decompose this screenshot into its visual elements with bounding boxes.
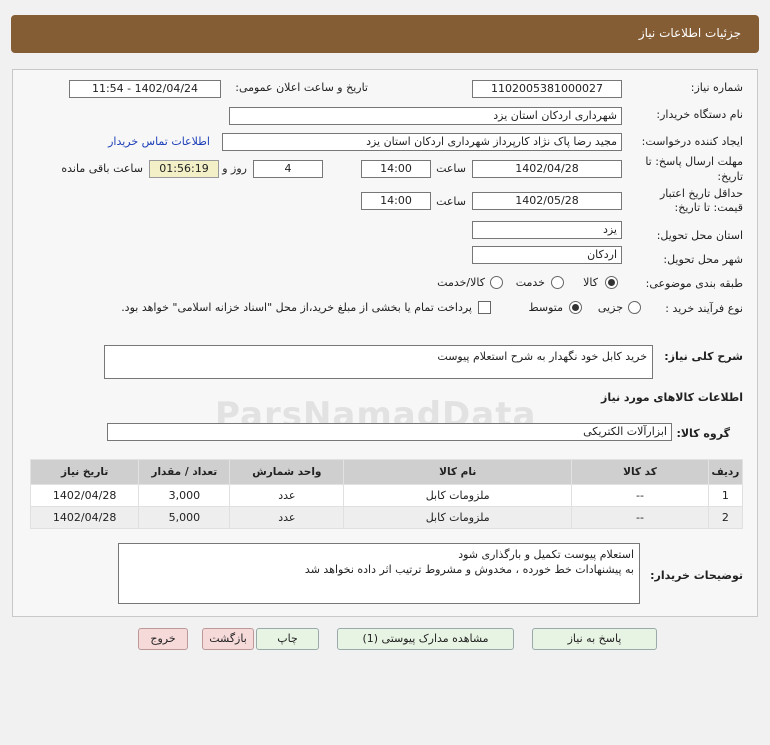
purchase-radio-minor[interactable]	[628, 301, 641, 314]
cell-unit: عدد	[230, 485, 344, 507]
buyer-notes-label: توضیحات خریدار:	[650, 569, 743, 582]
need-number-field: 1102005381000027	[472, 80, 622, 98]
days-remaining-field: 4	[253, 160, 323, 178]
page-header	[11, 15, 759, 53]
purchase-option-medium: متوسط	[528, 301, 563, 314]
goods-group-field: ابزارآلات الکتریکی	[107, 423, 672, 441]
buyer-notes-line-2: به پیشنهادات خط خورده ، مخدوش و مشروط ترتیب اثر داده نخواهد شد	[304, 563, 634, 576]
reply-time-label: ساعت	[436, 162, 466, 175]
back-button[interactable]: بازگشت	[202, 628, 254, 650]
validity-date-field: 1402/05/28	[472, 192, 622, 210]
validity-time-label: ساعت	[436, 195, 466, 208]
cell-item-name: ملزومات کابل	[344, 507, 572, 529]
col-row-number: ردیف	[708, 460, 742, 485]
reply-date-field: 1402/04/28	[472, 160, 622, 178]
creator-field: مجید رضا پاک نژاد کارپرداز شهرداری اردکان استان یزد	[222, 133, 622, 151]
page-title: جزئیات اطلاعات نیاز	[638, 26, 741, 40]
purchase-radio-medium[interactable]	[569, 301, 582, 314]
view-attachments-button[interactable]: مشاهده مدارک پیوستی (1)	[337, 628, 514, 650]
validity-time-field: 14:00	[361, 192, 431, 210]
cell-item-name: ملزومات کابل	[344, 485, 572, 507]
category-radio-service[interactable]	[551, 276, 564, 289]
reply-button[interactable]: پاسخ به نیاز	[532, 628, 657, 650]
purchase-option-minor: جزیی	[597, 301, 623, 314]
cell-need-date: 1402/04/28	[31, 485, 139, 507]
cell-item-code: --	[572, 507, 709, 529]
table-header-row	[31, 460, 743, 485]
table-row[interactable]	[31, 507, 743, 529]
reply-time-field: 14:00	[361, 160, 431, 178]
cell-quantity: 3,000	[139, 485, 230, 507]
province-field: یزد	[472, 221, 622, 239]
announce-label: تاریخ و ساعت اعلان عمومی:	[235, 81, 368, 94]
col-quantity: تعداد / مقدار	[139, 460, 230, 485]
cell-row-number: 1	[708, 485, 742, 507]
cell-quantity: 5,000	[139, 507, 230, 529]
category-radio-both[interactable]	[490, 276, 503, 289]
exit-button[interactable]: خروج	[138, 628, 188, 650]
treasury-payment-checkbox[interactable]	[478, 301, 491, 314]
city-label: شهر محل تحویل:	[663, 253, 743, 266]
col-item-name: نام کالا	[344, 460, 572, 485]
category-option-both: کالا/خدمت	[437, 276, 485, 289]
buyer-notes-line-1: استعلام پیوست تکمیل و بارگذاری شود	[458, 548, 634, 561]
days-label: روز و	[222, 162, 247, 175]
category-radio-goods[interactable]	[605, 276, 618, 289]
cell-row-number: 2	[708, 507, 742, 529]
city-field: اردکان	[472, 246, 622, 264]
validity-label: حداقل تاریخ اعتبار	[659, 187, 743, 200]
cell-need-date: 1402/04/28	[31, 507, 139, 529]
province-label: استان محل تحویل:	[656, 229, 743, 242]
need-number-label: شماره نیاز:	[690, 81, 743, 94]
details-panel	[12, 69, 758, 617]
purchase-type-label: نوع فرآیند خرید :	[665, 302, 743, 315]
col-need-date: تاریخ نیاز	[31, 460, 139, 485]
reply-deadline-label: مهلت ارسال پاسخ: تا	[645, 155, 743, 168]
category-option-goods: کالا	[583, 276, 598, 289]
buyer-org-label: نام دستگاه خریدار:	[656, 108, 743, 121]
category-option-service: خدمت	[515, 276, 545, 289]
validity-label-2: قیمت: تا تاریخ:	[674, 201, 743, 214]
creator-label: ایجاد کننده درخواست:	[641, 135, 743, 148]
col-unit: واحد شمارش	[230, 460, 344, 485]
remaining-label: ساعت باقی مانده	[61, 162, 143, 175]
buyer-org-field: شهرداری اردکان استان یزد	[229, 107, 622, 125]
print-button[interactable]: چاپ	[256, 628, 319, 650]
description-field: خرید کابل خود نگهدار به شرح استعلام پیوست	[104, 345, 653, 379]
goods-section-title: اطلاعات کالاهای مورد نیاز	[601, 391, 743, 404]
category-label: طبقه بندی موضوعی:	[645, 277, 743, 290]
goods-group-label: گروه کالا:	[676, 427, 730, 440]
buyer-notes-field	[118, 543, 640, 604]
items-table	[30, 459, 743, 529]
cell-unit: عدد	[230, 507, 344, 529]
treasury-payment-note: پرداخت تمام یا بخشی از مبلغ خرید،از محل "اسناد خزانه اسلامی" خواهد بود.	[121, 301, 472, 314]
reply-deadline-label-2: تاریخ:	[717, 170, 743, 183]
buyer-contact-link[interactable]: اطلاعات تماس خریدار	[108, 135, 210, 148]
cell-item-code: --	[572, 485, 709, 507]
remaining-time-field: 01:56:19	[149, 160, 219, 178]
description-label: شرح کلی نیاز:	[664, 350, 743, 363]
col-item-code: کد کالا	[572, 460, 709, 485]
table-row[interactable]	[31, 485, 743, 507]
announce-field: 1402/04/24 - 11:54	[69, 80, 221, 98]
